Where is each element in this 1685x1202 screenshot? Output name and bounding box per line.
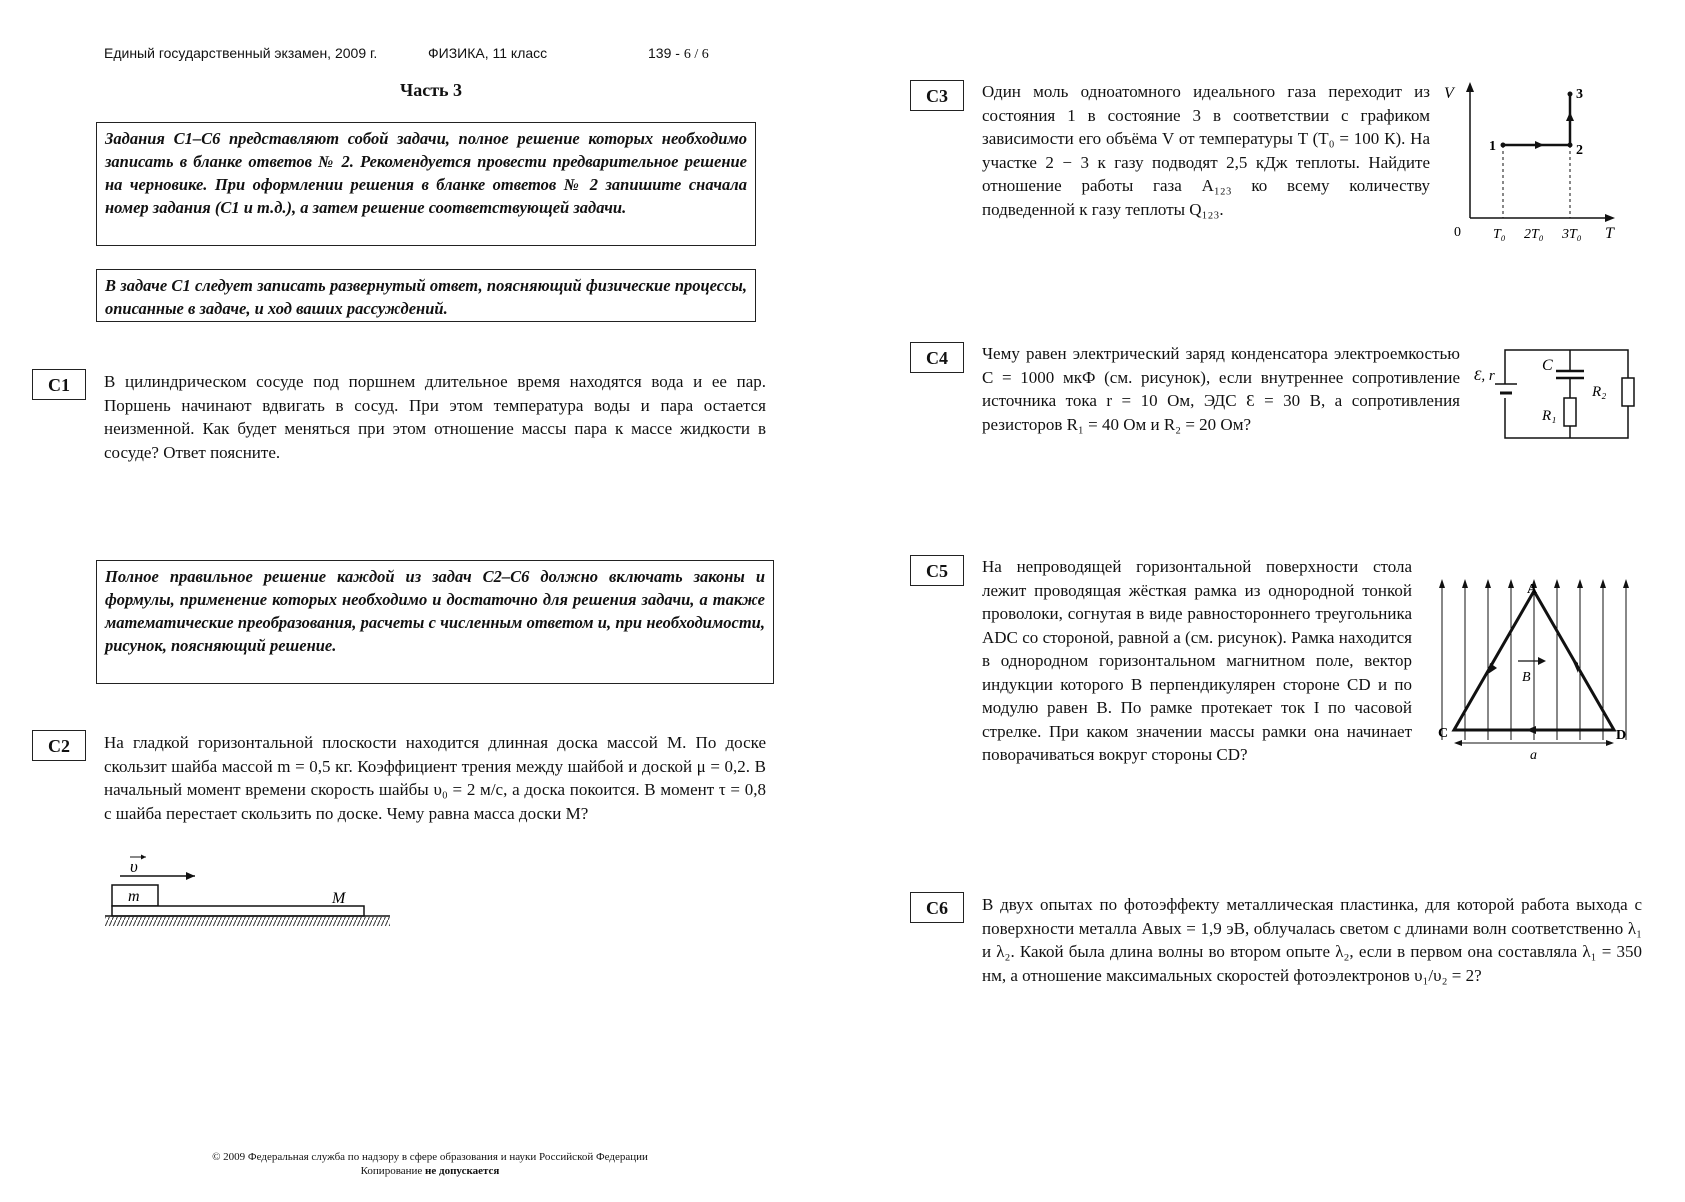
copyright-line: © 2009 Федеральная служба по надзору в сфере образования и науки Российской Федерации (212, 1151, 648, 1163)
t-axis-label: T (1605, 225, 1614, 242)
task-text-c5 (982, 555, 1412, 767)
task-label-c5: C5 (910, 555, 964, 586)
point-3-label: 3 (1576, 87, 1583, 102)
page-number (648, 45, 709, 63)
r2-label: R₂ (1592, 384, 1607, 400)
current-arrow-dc (1526, 726, 1536, 734)
task-label-c2: C2 (32, 730, 86, 761)
copy-restriction-label: Копирование (360, 1165, 423, 1177)
ground-hatch (105, 917, 390, 926)
vertex-d-label: D (1616, 728, 1627, 743)
intro-box: Задания С1–С6 представляют собой задачи, полное решение которых необходимо записать в бланке ответов № 2. Рекомендуется провести предварительное решение на черновике. При оформлении решения в бланке ответов № 2 запишите сначала номер задания (С1 и т.д.), а затем решение соответствующей задачи. (96, 122, 756, 246)
point-2 (1568, 143, 1573, 148)
c5-frame-figure (1418, 575, 1638, 765)
vertex-a-label: A (1527, 582, 1538, 597)
source-label: Ɛ, r (1474, 368, 1495, 384)
t-axis-arrow (1605, 214, 1615, 222)
page-num-prefix: 139 - (648, 45, 680, 61)
point-1 (1501, 143, 1506, 148)
subject-title: ФИЗИКА, 11 класс (428, 45, 548, 61)
task-text-c3: Один моль одноатомного идеального газа переходит из состояния 1 в состояние 3 в соответствии с графиком зависимости его объёма V от температуры T (T₀ = 100 К). На участке 2 − 3 к газу подводят 2,5 кДж теплоты. Найдите отношение работы газа A₁₂₃ ко всему количеству подведенной к газу теплоты Q₁₂₃. (982, 82, 1430, 219)
r1-label: R₁ (1542, 408, 1557, 424)
part-title: Часть 3 (400, 80, 463, 100)
resistor-r2 (1622, 378, 1634, 406)
task-text-c1: В цилиндрическом сосуде под поршнем длительное время находятся вода и ее пар. Поршень начинают вдвигать в сосуд. При этом температура воды и пара остается неизменной. Как будет меняться при этом отношение массы пара к массе жидкости в сосуде? Ответ поясните. (104, 372, 766, 462)
c4-circuit-figure (1470, 340, 1645, 445)
side-length-left (1454, 740, 1462, 746)
battery-gap (1495, 384, 1517, 398)
velocity-arrowhead (186, 872, 195, 880)
task-label-c4: C4 (910, 342, 964, 373)
page-of: 6 / 6 (683, 47, 709, 62)
puck-mass-label: m (128, 888, 140, 905)
b-vector-label: B (1522, 670, 1531, 685)
c3-vt-graph (1440, 78, 1620, 248)
point-2-label: 2 (1576, 143, 1583, 158)
tick-3t0: 3T₀ (1562, 227, 1582, 242)
side-length-label: a (1530, 748, 1537, 763)
board-mass-label: M (332, 890, 346, 907)
c2-board-figure (100, 848, 400, 933)
segment-2-3-arrow (1566, 112, 1574, 121)
task-text-c4: Чему равен электрический заряд конденсатора электроемкостью C = 1000 мкФ (см. рисунок), если внутреннее сопротивление источника тока r = 10 Ом, ЭДС Ɛ = 30 В, а сопротивления резисторов R₁ = 40 Ом и R₂ = 20 Ом? (982, 344, 1460, 434)
copy-restriction-line (160, 1164, 700, 1178)
b-vector-arrowhead (1538, 657, 1546, 665)
field-lines (1442, 585, 1626, 740)
copy-restriction-value: не допускается (425, 1165, 500, 1177)
copyright-footer (160, 1150, 700, 1178)
v-axis-arrow (1466, 82, 1474, 92)
point-3 (1568, 92, 1573, 97)
c1-instructions-box: В задаче С1 следует записать развернутый ответ, поясняющий физические процессы, описанные в задаче, и ход ваших рассуждений. (96, 269, 756, 322)
task-label-c1: C1 (32, 369, 86, 400)
exam-title: Единый государственный экзамен, 2009 г. (104, 45, 378, 61)
capacitor-label: C (1542, 357, 1553, 374)
tick-t0: T₀ (1493, 227, 1506, 242)
task-text-c5-body: На непроводящей горизонтальной поверхности стола лежит проводящая жёсткая рамка из однородной тонкой проволоки, согнутая в виде равностороннего треугольника ADC со стороной, равной a (см. рисунок). Рамка находится в однородном горизонтальном магнитном поле, вектор индукции которого B перпендикулярен стороне CD и по модулю равен B. По рамке протекает ток I по часовой стрелке. При каком значении массы рамки она начинает поворачиваться вокруг стороны CD? (982, 557, 1412, 764)
v-axis-label: V (1444, 85, 1454, 102)
task-text-c2: На гладкой горизонтальной плоскости находится длинная доска массой M. По доске скользит шайба массой m = 0,5 кг. Коэффициент трения между шайбой и доской μ = 0,2. В начальный момент времени скорость шайбы υ₀ = 2 м/с, а доска покоится. В момент τ = 0,8 с шайба перестает скользить по доске. Чему равна масса доски M? (104, 733, 766, 823)
vertex-c-label: C (1438, 726, 1449, 741)
segment-1-2-arrow (1535, 141, 1544, 149)
task-label-c6: C6 (910, 892, 964, 923)
task-label-c3: C3 (910, 80, 964, 111)
c2c6-instructions-box: Полное правильное решение каждой из задач С2–С6 должно включать законы и формулы, применение которых необходимо и достаточно для решения задачи, а также математические преобразования, расчеты с численным ответом и, при необходимости, рисунок, поясняющий решение. (96, 560, 774, 684)
point-1-label: 1 (1489, 139, 1496, 154)
side-length-right (1606, 740, 1614, 746)
board (112, 906, 364, 916)
resistor-r1 (1564, 398, 1576, 426)
task-text-c6: В двух опытах по фотоэффекту металлическая пластинка, для которой работа выхода с поверхности металла Aвых = 1,9 эВ, облучалась светом с длинами волн соответственно λ₁ и λ₂. Какой была длина волны во втором опыте λ₂, если в первом она составляла λ₁ = 350 нм, а отношение максимальных скоростей фотоэлектронов υ₁/υ₂ = 2? (982, 895, 1642, 985)
velocity-vector-head (141, 855, 146, 860)
origin-label: 0 (1454, 225, 1461, 240)
velocity-label: υ (130, 857, 138, 876)
tick-2t0: 2T₀ (1524, 227, 1544, 242)
